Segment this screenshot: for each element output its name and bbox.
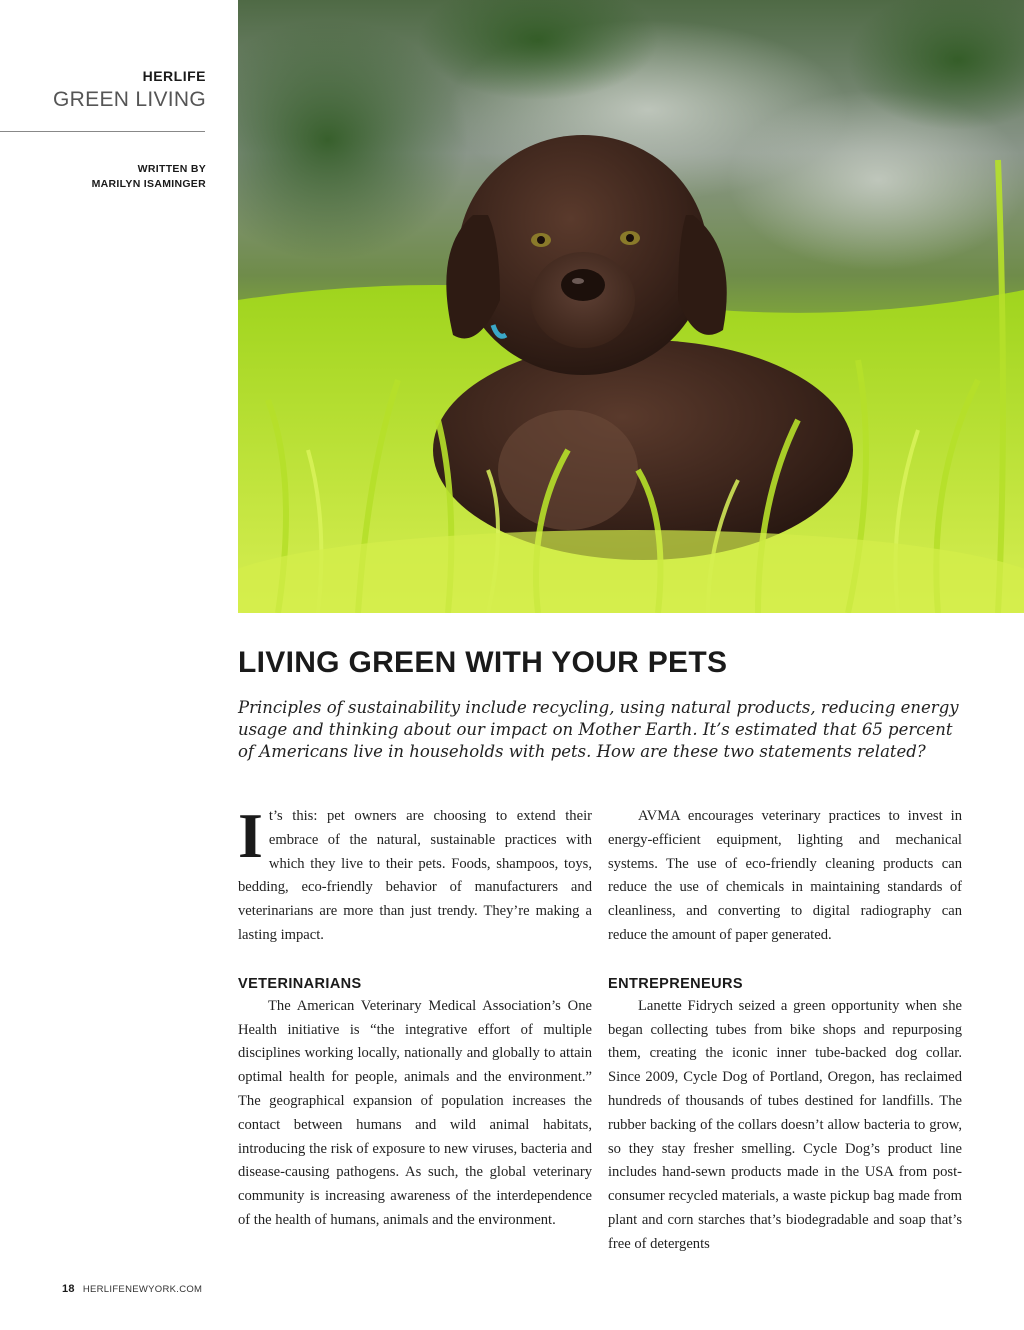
column-left — [238, 800, 592, 1233]
column-right — [608, 805, 962, 1257]
veterinarians-paragraph: The American Veterinary Medical Association’s One Health initiative is “the integrative effort of multiple disciplines working locally, nationally and globally to attain optimal health for people, animals and the environment.” The geographical expansion of population increases the contact between humans and wild animal habitats, introducing the risk of exposure to new viruses, bacteria and disease-causing pathogens. As such, the global veterinary community is increasing awareness of the interdependence of the health of humans, animals and the environment. — [238, 997, 592, 1228]
hero-photo — [238, 0, 1024, 613]
page-number: 18 — [62, 1283, 75, 1295]
footer-site: HERLIFENEWYORK.COM — [82, 1284, 203, 1295]
section-name: GREEN LIVING — [53, 88, 206, 111]
byline — [0, 162, 206, 192]
magazine-kicker: HERLIFE — [142, 68, 206, 84]
drop-cap: I — [238, 800, 263, 871]
puppy-photo-icon — [238, 0, 1024, 613]
avma-paragraph: AVMA encourages veterinary practices to invest in energy-efficient equipment, lighting and mechanical systems. The use of eco-friendly cleaning products can reduce the use of chemicals in maintaining standards of cleanliness, and converting to digital radiography can reduce the amount of paper generated. — [608, 808, 962, 943]
sidebar-divider — [0, 131, 205, 132]
byline-author: MARILYN ISAMINGER — [91, 178, 206, 190]
article-dek: Principles of sustainability include recycling, using natural products, reducing energy usage and thinking about our impact on Mother Earth. It’s estimated that 65 percent of Americans live in households with pets. How are these two statements related? — [238, 698, 959, 761]
entrepreneurs-paragraph: Lanette Fidrych seized a green opportunity when she began collecting tubes from bike shops and repurposing them, creating the iconic inner tube-backed dog collar. Since 2009, Cycle Dog of Portland, Oregon, has reclaimed hundreds of thousands of tubes destined for landfills. The rubber backing of the collars doesn’t allow bacteria to grow, so they stay fresher smelling. Cycle Dog’s product line includes hand-sewn products made in the USA from post-consumer recycled materials, a waste pickup bag made from plant and corn starches that’s biodegradable and soap that’s free of detergents — [608, 997, 962, 1252]
subhead-veterinarians: VETERINARIANS — [238, 975, 362, 992]
page-footer — [62, 1283, 202, 1295]
subhead-entrepreneurs: ENTREPRENEURS — [608, 975, 743, 992]
byline-label: WRITTEN BY — [137, 163, 206, 175]
intro-paragraph — [238, 800, 592, 948]
intro-text: t’s this: pet owners are choosing to extend their embrace of the natural, sustainable practices with which they live to their pets. Foods, shampoos, toys, bedding, eco-friendly behavior of manufacturers and veterinarians are more than just trendy. They’re making a lasting impact. — [238, 808, 592, 943]
article-headline: LIVING GREEN WITH YOUR PETS — [238, 646, 728, 679]
